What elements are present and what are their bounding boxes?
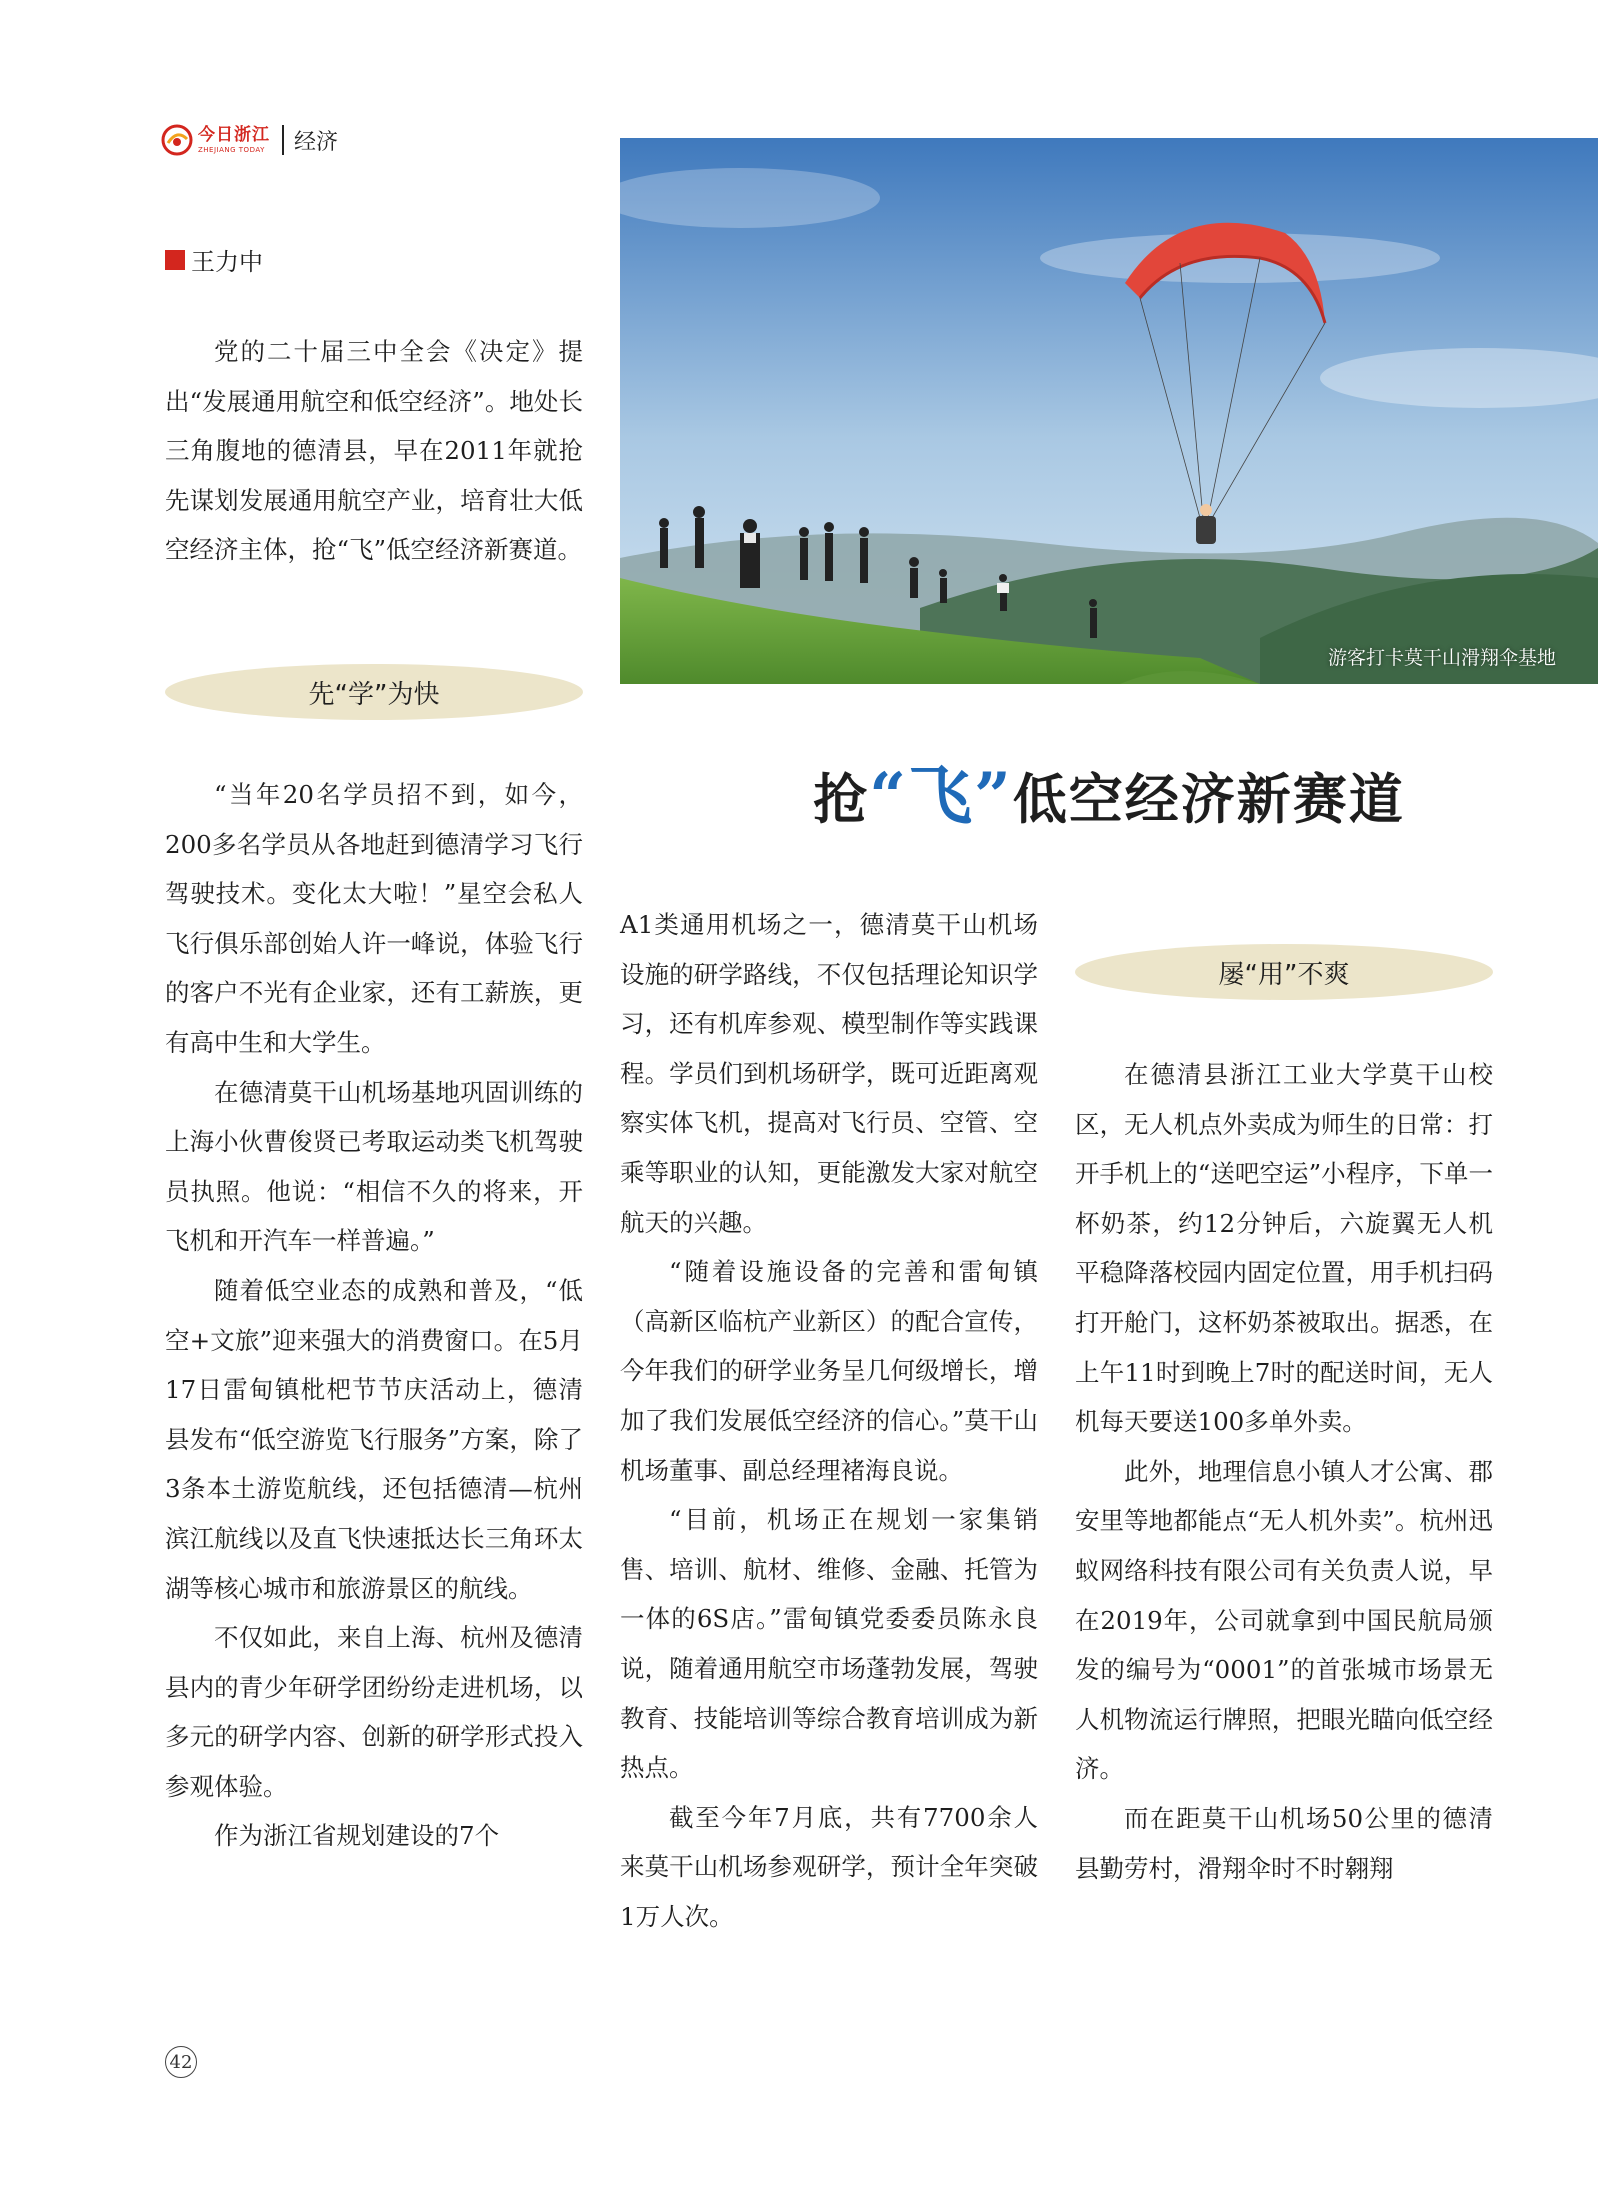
body-column-right (1075, 1050, 1493, 1893)
body-paragraph: “随着设施设备的完善和雷甸镇（高新区临杭产业新区）的配合宣传，今年我们的研学业务呈几何级增长，增加了我们发展低空经济的信心。”莫干山机场董事、副总经理褚海良说。 (620, 1257, 1038, 1485)
article-title (620, 745, 1598, 837)
header-divider (282, 125, 284, 155)
title-pre: 抢 (813, 767, 870, 831)
body-paragraph: 而在距莫干山机场50公里的德清县勤劳村，滑翔伞时不时翱翔 (1075, 1803, 1493, 1883)
photo-caption: 游客打卡莫干山滑翔伞基地 (1327, 647, 1556, 669)
body-paragraph: 此外，地理信息小镇人才公寓、郡安里等地都能点“无人机外卖”。杭州迅蚁网络科技有限公司有关负责人说，早在2019年，公司就拿到中国民航局颁发的编号为“0001”的首张城市场景无人机物流运行牌照，把眼光瞄向低空经济。 (1075, 1456, 1493, 1784)
body-paragraph: “目前，机场正在规划一家集销售、培训、航材、维修、金融、托管为一体的6S店。”雷甸镇党委委员陈永良说，随着通用航空市场蓬勃发展，驾驶教育、技能培训等综合教育培训成为新热点。 (620, 1505, 1038, 1783)
body-paragraph: 作为浙江省规划建设的7个 (214, 1821, 500, 1851)
body-paragraph: 随着低空业态的成熟和普及，“低空+文旅”迎来强大的消费窗口。在5月17日雷甸镇枇杷节节庆活动上，德清县发布“低空游览飞行服务”方案，除了3条本土游览航线，还包括德清—杭州滨江航线以及直飞快速抵达长三角环太湖等核心城市和旅游景区的航线。 (165, 1275, 583, 1603)
body-paragraph-continued: A1类通用机场之一，德清莫干山机场设施的研学路线，不仅包括理论知识学习，还有机库参观、模型制作等实践课程。学员们到机场研学，既可近距离观察实体飞机，提高对飞行员、空管、空乘等职业的认知，更能激发大家对航空航天的兴趣。 (620, 910, 1038, 1237)
section-name: 经济 (294, 129, 339, 155)
body-paragraph: “当年20名学员招不到，如今，200多名学员从各地赶到德清学习飞行驾驶技术。变化太大啦！”星空会私人飞行俱乐部创始人许一峰说，体验飞行的客户不光有企业家，还有工薪族，更有高中生和大学生。 (165, 780, 583, 1057)
body-column-left (165, 770, 583, 1861)
magazine-logo (160, 123, 270, 157)
title-accent: “飞” (869, 759, 1013, 834)
logo-subtext: ZHEJIANG TODAY (198, 145, 265, 154)
paragliding-photo (620, 138, 1598, 684)
red-square-icon (165, 250, 185, 270)
body-paragraph: 不仅如此，来自上海、杭州及德清县内的青少年研学团纷纷走进机场，以多元的研学内容、创新的研学形式投入参观体验。 (165, 1623, 583, 1801)
body-paragraph: 截至今年7月底，共有7700余人来莫干山机场参观研学，预计全年突破1万人次。 (620, 1802, 1038, 1931)
intro-column (165, 327, 583, 575)
intro-paragraph: 党的二十届三中全会《决定》提出“发展通用航空和低空经济”。地处长三角腹地的德清县，早在2011年就抢先谋划发展通用航空产业，培育壮大低空经济主体，抢“飞”低空经济新赛道。 (165, 337, 583, 565)
subhead-repeated-use: 屡“用”不爽 (1075, 944, 1493, 1000)
page-number: 42 (165, 2046, 197, 2078)
body-column-middle (620, 900, 1038, 1941)
subhead-learn-first: 先“学”为快 (165, 664, 583, 720)
title-post: 低空经济新赛道 (1012, 767, 1405, 831)
body-paragraph: 在德清莫干山机场基地巩固训练的上海小伙曹俊贤已考取运动类飞机驾驶员执照。他说：“相信不久的将来，开飞机和开汽车一样普遍。” (165, 1077, 583, 1256)
paragliding-scene-image (620, 138, 1598, 684)
page-header (160, 120, 338, 160)
logo-swirl-icon (160, 123, 194, 157)
body-paragraph: 在德清县浙江工业大学莫干山校区，无人机点外卖成为师生的日常：打开手机上的“送吧空运”小程序，下单一杯奶茶，约12分钟后，六旋翼无人机平稳降落校园内固定位置，用手机扫码打开舱门，这杯奶茶被取出。据悉，在上午11时到晚上7时的配送时间，无人机每天要送100多单外卖。 (1075, 1060, 1493, 1437)
author-name: 王力中 (191, 248, 263, 276)
author-byline (165, 242, 263, 277)
logo-text: 今日浙江 (198, 124, 270, 145)
